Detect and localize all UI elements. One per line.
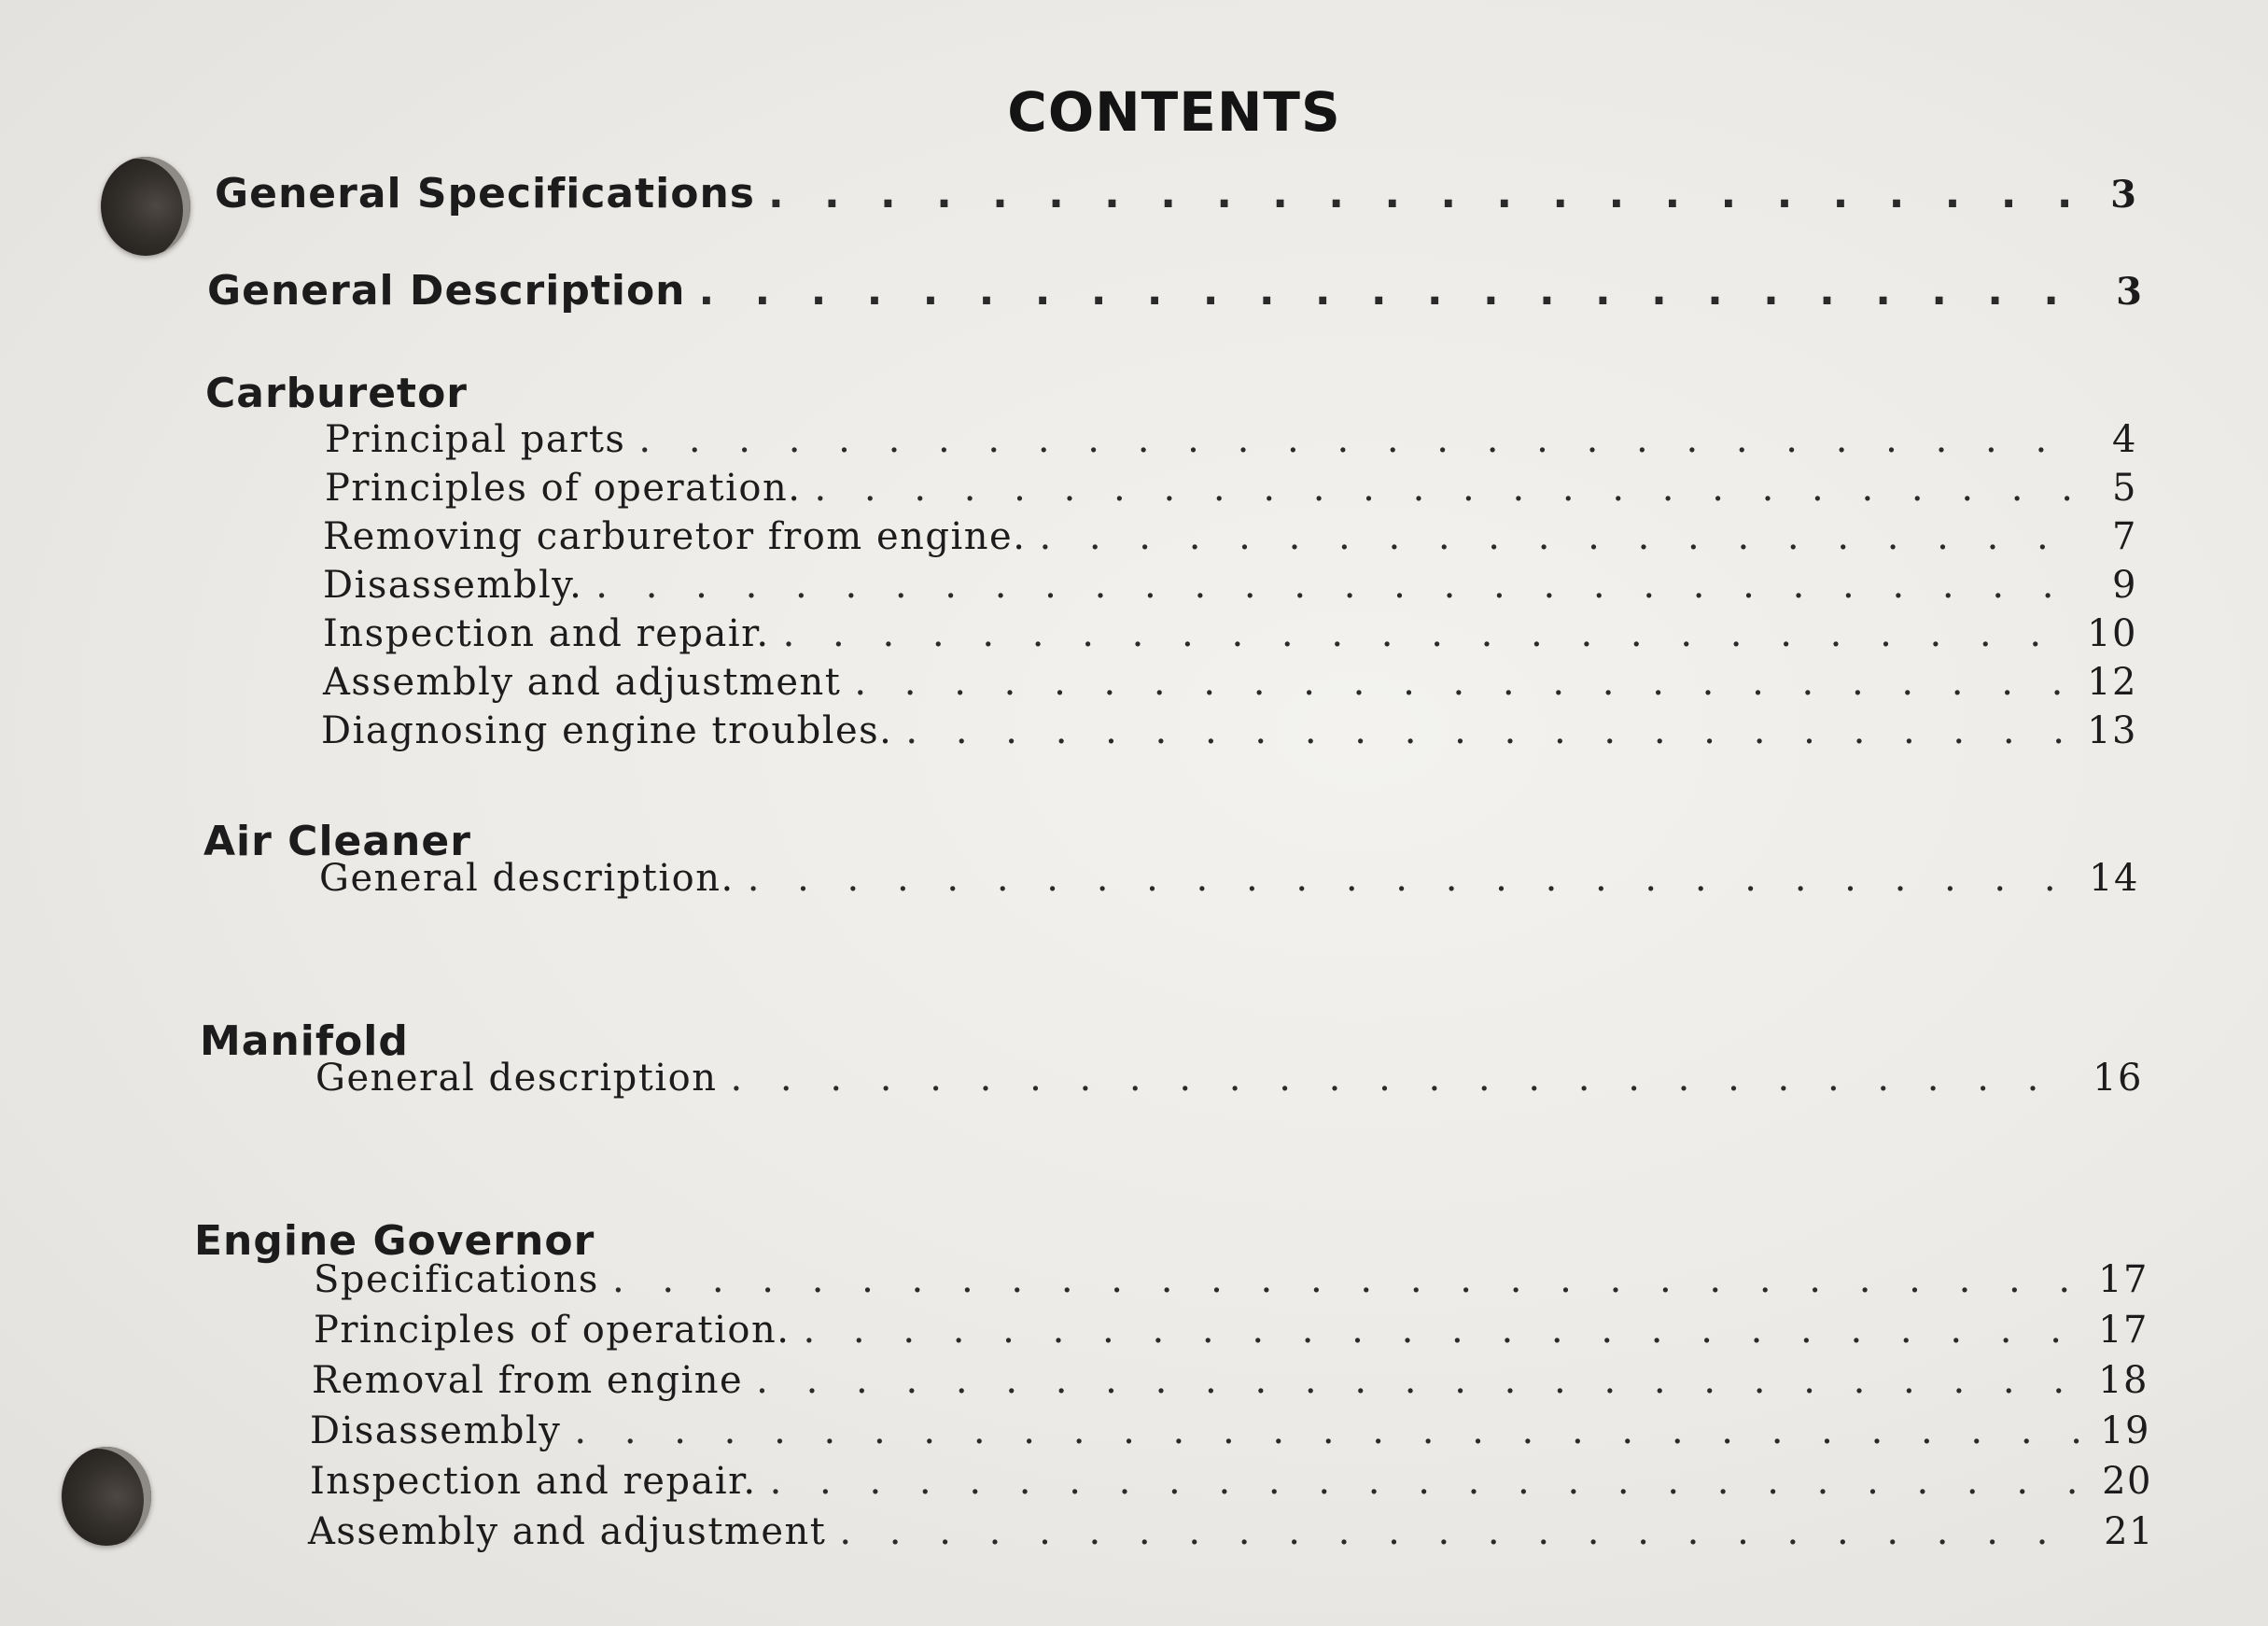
section-heading-manifold: Manifold — [200, 1017, 409, 1065]
toc-item-page: 10 — [2087, 612, 2137, 655]
toc-item — [323, 564, 2137, 607]
section-heading-engine-governor: Engine Governor — [194, 1217, 595, 1265]
toc-item-label: Assembly and adjustment — [323, 661, 842, 704]
dot-leader — [699, 267, 2079, 315]
dot-leader — [768, 170, 2072, 217]
dot-leader — [770, 1460, 2087, 1503]
toc-item-label: Inspection and repair. — [323, 612, 770, 655]
toc-item-label: Principles of operation. — [325, 467, 802, 510]
toc-item-label: General description — [315, 1057, 718, 1100]
toc-entry-page: 3 — [2116, 270, 2143, 314]
toc-item — [323, 661, 2137, 704]
dot-leader — [730, 1057, 2078, 1100]
toc-item-page: 4 — [2112, 418, 2137, 461]
dot-leader — [595, 564, 2072, 607]
toc-item-page: 5 — [2112, 467, 2137, 510]
toc-item — [323, 515, 2137, 558]
toc-item — [325, 418, 2137, 461]
toc-item-page: 16 — [2093, 1057, 2143, 1100]
toc-entry-label: General Specifications — [215, 170, 755, 217]
dot-leader — [748, 857, 2074, 900]
toc-item-label: Disassembly — [310, 1409, 562, 1452]
dot-leader — [574, 1409, 2085, 1452]
section-heading-carburetor: Carburetor — [205, 370, 469, 417]
toc-item-page: 12 — [2087, 661, 2137, 704]
toc-item-label: Removal from engine — [312, 1359, 744, 1402]
dot-leader — [783, 612, 2072, 655]
toc-item — [314, 1309, 2149, 1352]
toc-item-label: Principles of operation. — [314, 1309, 791, 1352]
toc-item — [321, 709, 2137, 752]
toc-item-page: 21 — [2104, 1510, 2154, 1553]
toc-entry-general-specifications — [215, 170, 2137, 217]
page-title: CONTENTS — [1007, 80, 1341, 144]
toc-item — [325, 467, 2137, 510]
toc-item-page: 17 — [2098, 1309, 2149, 1352]
dot-leader — [814, 467, 2072, 510]
toc-item — [314, 1258, 2149, 1301]
toc-item-label: Inspection and repair. — [310, 1460, 757, 1503]
toc-entry-page: 3 — [2110, 173, 2137, 217]
dot-leader — [638, 418, 2072, 461]
toc-item — [310, 1409, 2150, 1452]
dot-leader — [839, 1510, 2089, 1553]
toc-entry-general-description — [207, 267, 2143, 315]
toc-entry-label: General Description — [207, 267, 686, 315]
toc-item-label: Diagnosing engine troubles. — [321, 709, 893, 752]
toc-item-page: 7 — [2112, 515, 2137, 558]
toc-item-label: Principal parts — [325, 418, 626, 461]
toc-item-label: Removing carburetor from engine. — [323, 515, 1027, 558]
toc-item-page: 9 — [2112, 564, 2137, 607]
dot-leader — [905, 709, 2072, 752]
dot-leader — [756, 1359, 2083, 1402]
toc-item — [310, 1460, 2152, 1503]
toc-item — [323, 612, 2137, 655]
dot-leader — [854, 661, 2072, 704]
toc-item-page: 19 — [2100, 1409, 2150, 1452]
binder-hole-bottom — [62, 1447, 151, 1546]
section-heading-air-cleaner: Air Cleaner — [203, 818, 471, 865]
toc-item-label: Disassembly. — [323, 564, 583, 607]
toc-item — [312, 1359, 2149, 1402]
dot-leader — [803, 1309, 2083, 1352]
toc-item-page: 14 — [2089, 857, 2139, 900]
toc-item-label: Assembly and adjustment — [308, 1510, 827, 1553]
toc-item-page: 20 — [2102, 1460, 2152, 1503]
toc-item — [308, 1510, 2154, 1553]
binder-hole-top — [101, 157, 190, 256]
dot-leader — [1039, 515, 2072, 558]
toc-item-label: General description. — [319, 857, 735, 900]
dot-leader — [612, 1258, 2083, 1301]
toc-item — [319, 857, 2139, 900]
toc-item — [315, 1057, 2143, 1100]
toc-item-page: 18 — [2098, 1359, 2149, 1402]
toc-item-page: 17 — [2098, 1258, 2149, 1301]
toc-item-page: 13 — [2087, 709, 2137, 752]
toc-item-label: Specifications — [314, 1258, 599, 1301]
